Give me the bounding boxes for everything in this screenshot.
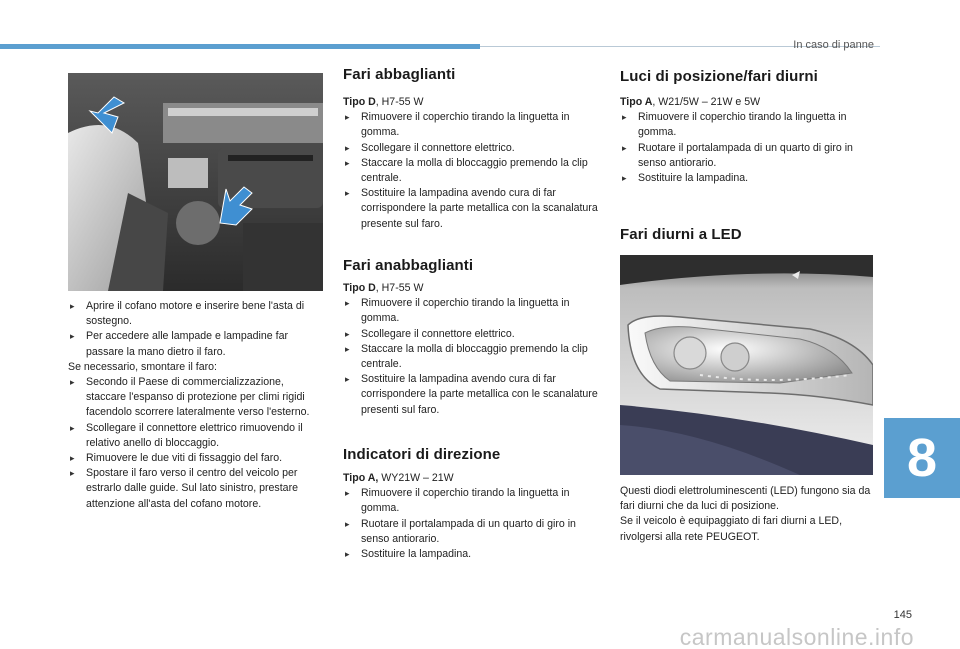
section-position-lights (620, 95, 878, 186)
page-number: 145 (893, 609, 912, 621)
list-item: ▸ Staccare la molla di bloccaggio premendo la clip centrale. (343, 156, 601, 186)
led-paragraph: Se il veicolo è equipaggiato di fari diurni a LED, rivolgersi alla rete PEUGEOT. (620, 515, 843, 543)
list-item: ▸ Rimuovere il coperchio tirando la linguetta in gomma. (343, 486, 601, 516)
list-item: ▸ Rimuovere il coperchio tirando la linguetta in gomma. (620, 110, 878, 140)
list-item: ▸ Scollegare il connettore elettrico. (343, 327, 601, 342)
bulb-type-value: , H7-55 W (375, 96, 424, 108)
list-item: ▸ Staccare la molla di bloccaggio premendo la clip centrale. (343, 342, 601, 372)
chapter-tab: 8 (884, 418, 960, 498)
engine-bay-photo (68, 73, 323, 291)
section-title-low-beam: Fari anabbaglianti (343, 257, 474, 274)
bulb-type-value: WY21W – 21W (378, 472, 454, 484)
list-item: ▸ Aprire il cofano motore e inserire bene l'asta di sostegno. (68, 299, 326, 329)
list-item: ▸ Per accedere alle lampade e lampadine far passare la mano dietro il faro. (68, 329, 326, 359)
list-item: ▸ Ruotare il portalampada di un quarto di giro in senso antiorario. (620, 141, 878, 171)
section-turn-signals (343, 471, 601, 562)
list-item: ▸ Secondo il Paese di commercializzazione, staccare l'espanso di protezione per climi rigidi facendolo scorrere lateralmente verso l'esterno. (68, 375, 326, 421)
list-item: ▸ Rimuovere le due viti di fissaggio del faro. (68, 451, 326, 466)
section-low-beam (343, 281, 601, 418)
section-title-turn-signals: Indicatori di direzione (343, 446, 501, 463)
intro-text: Se necessario, smontare il faro: (68, 360, 217, 373)
bulb-type-label: Tipo A, (343, 472, 379, 484)
list-item: ▸ Sostituire la lampadina avendo cura di far corrispondere la parte metallica con le scanalature presenti sul faro. (343, 372, 601, 418)
list-item: ▸ Scollegare il connettore elettrico. (343, 141, 601, 156)
header-accent-bar (0, 44, 480, 49)
led-paragraph: Questi diodi elettroluminescenti (LED) fungono sia da fari diurni che da luci di posizione. (620, 485, 871, 513)
bulb-type-label: Tipo D (343, 282, 376, 294)
bulb-type-label: Tipo D (343, 96, 376, 108)
section-title-high-beam: Fari abbaglianti (343, 66, 456, 83)
list-item: ▸ Sostituire la lampadina. (343, 547, 601, 562)
list-item: ▸ Rimuovere il coperchio tirando la linguetta in gomma. (343, 296, 601, 326)
section-high-beam (343, 95, 601, 232)
list-item: ▸ Sostituire la lampadina avendo cura di far corrispondere la parte metallica con la scanalatura presente sul faro. (343, 186, 601, 232)
led-headlamp-photo (620, 255, 873, 475)
list-item: ▸ Sostituire la lampadina. (620, 171, 878, 186)
list-item: ▸ Ruotare il portalampada di un quarto di giro in senso antiorario. (343, 517, 601, 547)
bulb-type-value: , H7-55 W (375, 282, 424, 294)
bulb-type-label: Tipo A (620, 96, 653, 108)
instructions-left (68, 299, 326, 512)
section-led-drl (620, 484, 878, 545)
section-title-led-drl: Fari diurni a LED (620, 226, 742, 243)
list-item: ▸ Rimuovere il coperchio tirando la linguetta in gomma. (343, 110, 601, 140)
list-item: ▸ Scollegare il connettore elettrico rimuovendo il relativo anello di bloccaggio. (68, 421, 326, 451)
section-title-position-lights: Luci di posizione/fari diurni (620, 68, 818, 85)
watermark: carmanualsonline.info (679, 624, 914, 649)
bulb-type-value: , W21/5W – 21W e 5W (652, 96, 761, 108)
list-item: ▸ Spostare il faro verso il centro del veicolo per estrarlo dalle guide. Sul lato sinistro, prestare attenzione all'asta del cofano motore. (68, 466, 326, 512)
chapter-title: In caso di panne (793, 39, 874, 51)
